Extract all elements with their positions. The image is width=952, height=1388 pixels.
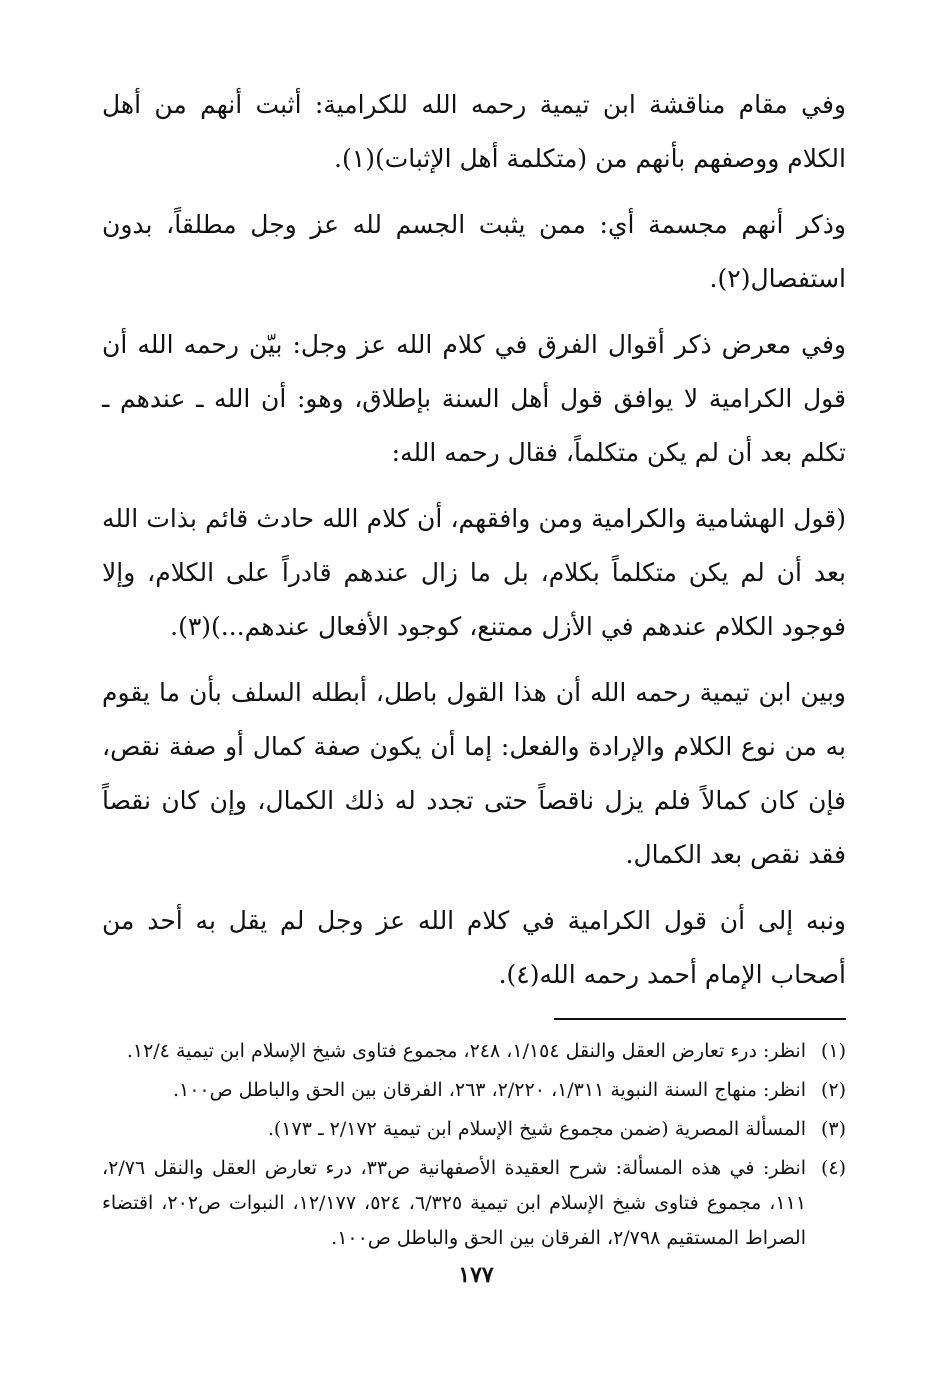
book-page <box>102 78 846 1260</box>
footnote-number: (٢) <box>820 1079 846 1101</box>
main-text <box>102 78 846 1002</box>
footnote-number: (٣) <box>820 1118 846 1140</box>
footnote-text: انظر: في هذه المسألة: شرح العقيدة الأصفهانية ص٣٣، درء تعارض العقل والنقل ٢/٧٦، ١١١، مجموع فتاوى شيخ الإسلام ابن تيمية ٦/٣٢٥، ٥٢٤، ١٢/١٧٧، النبوات ص٢٠٢، اقتضاء الصراط المستقيم ٢/٧٩٨، الفرقان بين الحق والباطل ص١٠٠. <box>102 1157 807 1249</box>
paragraph: ونبه إلى أن قول الكرامية في كلام الله عز وجل لم يقل به أحد من أصحاب الإمام أحمد رحمه الله(٤). <box>102 906 846 989</box>
paragraph: وفي معرض ذكر أقوال الفرق في كلام الله عز وجل: بيّن رحمه الله أن قول الكرامية لا يوافق قول أهل السنة بإطلاق، وهو: أن الله ـ عندهم ـ تكلم بعد أن لم يكن متكلماً، فقال رحمه الله: <box>102 330 846 467</box>
footnote <box>102 1034 846 1069</box>
footnote <box>102 1073 846 1108</box>
footnotes-section <box>102 1034 846 1256</box>
quoted-paragraph: (قول الهشامية والكرامية ومن وافقهم، أن كلام الله حادث قائم بذات الله بعد أن لم يكن متكلماً بكلام، بل ما زال عندهم قادراً على الكلام، وإلا فوجود الكلام عندهم في الأزل ممتنع، كوجود الأفعال عندهم...)(٣). <box>102 504 846 641</box>
footnote-number: (٤) <box>820 1157 846 1179</box>
footnote <box>102 1151 846 1256</box>
footnote-divider <box>554 1018 846 1020</box>
paragraph: وبين ابن تيمية رحمه الله أن هذا القول باطل، أبطله السلف بأن ما يقوم به من نوع الكلام والإرادة والفعل: إما أن يكون صفة كمال أو صفة نقص، فإن كان كمالاً فلم يزل ناقصاً حتى تجدد له ذلك الكمال، وإن كان نقصاً فقد نقص بعد الكمال. <box>102 678 846 869</box>
page-number: ١٧٧ <box>458 1262 494 1288</box>
paragraph: وفي مقام مناقشة ابن تيمية رحمه الله للكرامية: أثبت أنهم من أهل الكلام ووصفهم بأنهم من (متكلمة أهل الإثبات)(١). <box>102 90 846 173</box>
footnote <box>102 1112 846 1147</box>
footnote-number: (١) <box>820 1040 846 1062</box>
footnote-text: انظر: منهاج السنة النبوية ١/٣١١، ٢/٢٢٠، ٢٦٣، الفرقان بين الحق والباطل ص١٠٠. <box>172 1079 806 1101</box>
footnote-text: المسألة المصرية (ضمن مجموع شيخ الإسلام ابن تيمية ٢/١٧٢ ـ ١٧٣). <box>267 1118 806 1140</box>
footnote-text: انظر: درء تعارض العقل والنقل ١/١٥٤، ٢٤٨، مجموع فتاوى شيخ الإسلام ابن تيمية ١٢/٤. <box>126 1040 806 1062</box>
paragraph: وذكر أنهم مجسمة أي: ممن يثبت الجسم لله عز وجل مطلقاً، بدون استفصال(٢). <box>102 210 846 293</box>
